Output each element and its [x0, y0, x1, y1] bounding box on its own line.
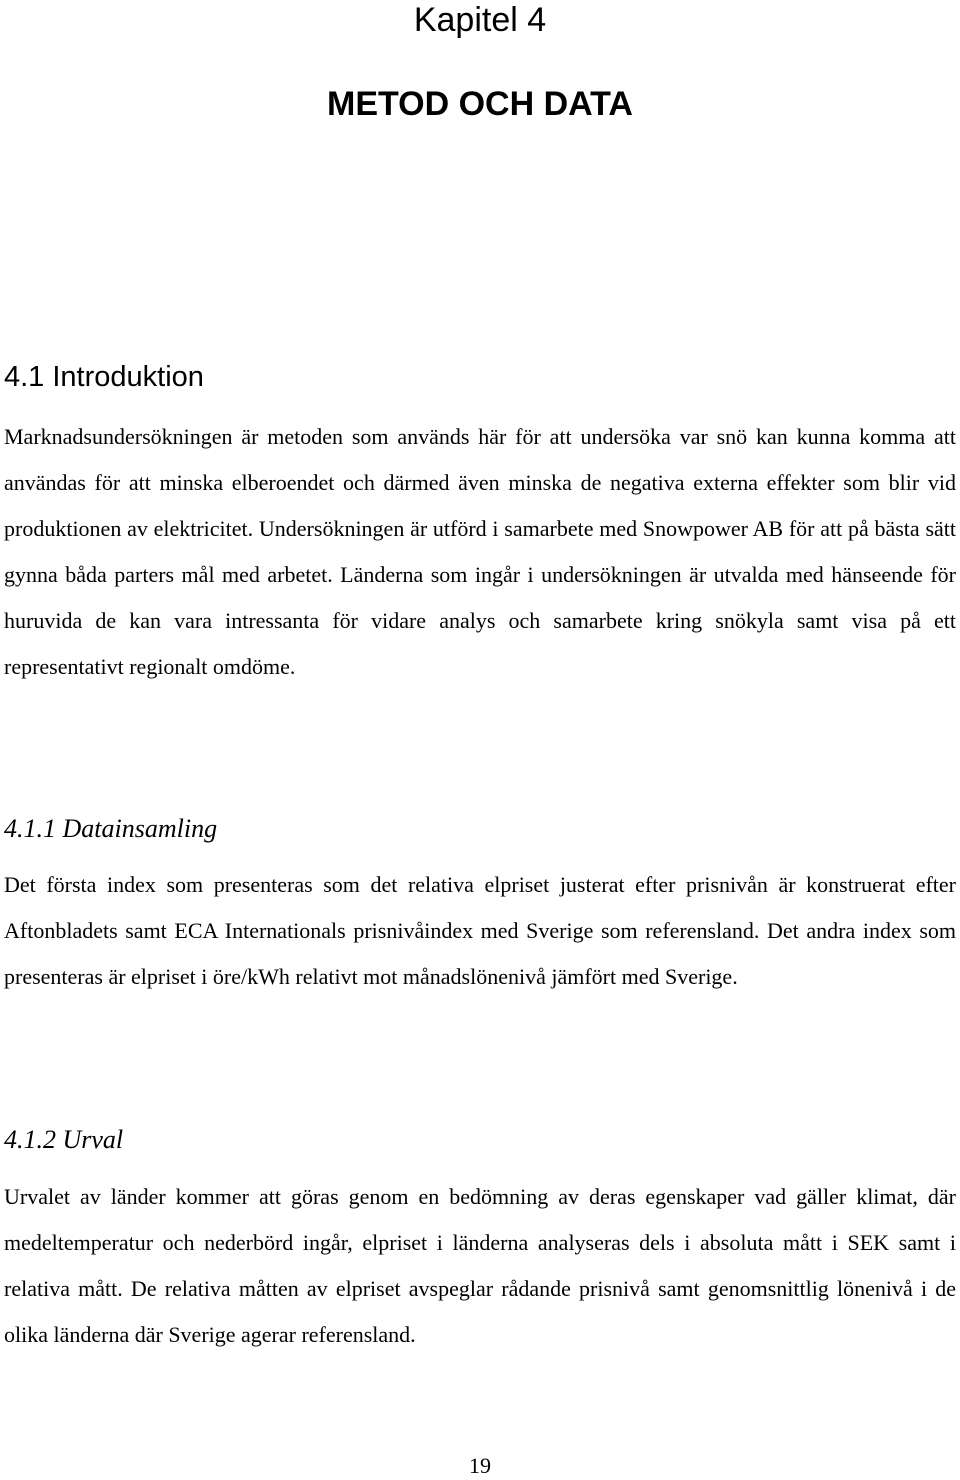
chapter-title: METOD OCH DATA: [327, 85, 633, 123]
subsection-heading-urval: 4.1.2 Urval: [4, 1125, 124, 1154]
page-number: 19: [469, 1453, 491, 1478]
section-heading-introduktion: 4.1 Introduktion: [4, 361, 204, 393]
chapter-label: Kapitel 4: [413, 1, 547, 39]
paragraph-datainsamling: Det första index som presenteras som det relativa elpriset justerat efter prisnivån är konstruerat efter Aftonbladets samt ECA Internationals prisnivåindex med Sverige som referensland. Det andra index som presenteras är elpriset i öre/kWh relativt mot månadslönenivå jämfört med Sverige.: [4, 872, 956, 989]
subsection-heading-datainsamling: 4.1.1 Datainsamling: [4, 814, 218, 843]
paragraph-introduktion: Marknadsundersökningen är metoden som används här för att undersöka var snö kan kunna komma att användas för att minska elberoendet och därmed även minska de negativa externa effekter som blir vid produktionen av elektricitet. Undersökningen är utförd i samarbete med Snowpower AB för att på bästa sätt gynna båda parters mål med arbetet. Länderna som ingår i undersökningen är utvalda med hänseende för huruvida de kan vara intressanta för vidare analys och samarbete kring snökyla samt visa på ett representativt regionalt omdöme.: [4, 424, 956, 679]
paragraph-urval: Urvalet av länder kommer att göras genom en bedömning av deras egenskaper vad gäller klimat, där medeltemperatur och nederbörd ingår, elpriset i länderna analyseras dels i absoluta mått i SEK samt i relativa mått. De relativa måtten av elpriset avspeglar rådande prisnivå samt genomsnittlig lönenivå i de olika länderna där Sverige agerar referensland.: [4, 1184, 956, 1347]
